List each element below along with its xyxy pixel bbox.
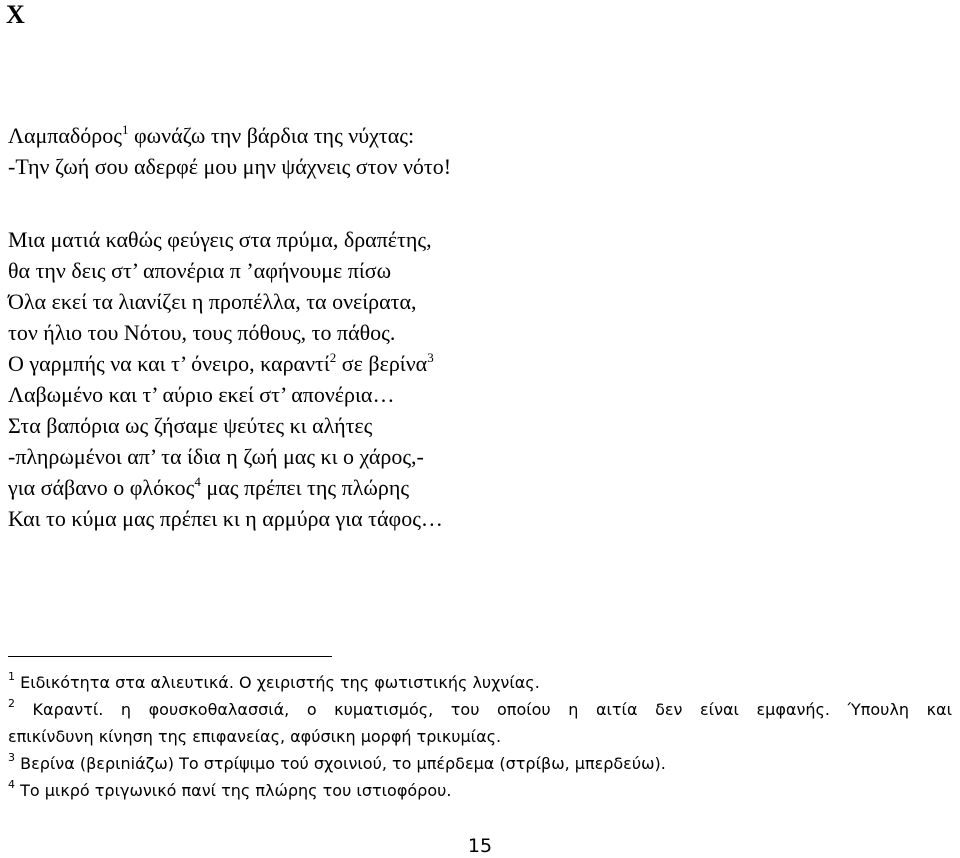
footnote-2-continued <box>8 723 952 750</box>
text: Και το κύμα μας πρέπει κι η αρμύρα για τάφος… <box>8 506 443 531</box>
footnote-text: Το μικρό τριγωνικό πανί της πλώρης του ιστιοφόρου. <box>15 781 452 800</box>
poem-line <box>8 472 948 503</box>
text: Όλα εκεί τα λιανίζει η προπέλλα, τα ονείρατα, <box>8 289 417 314</box>
poem-line <box>8 503 948 534</box>
text: Ο γαρμπής να και τ’ όνειρο, καραντί <box>8 351 330 376</box>
text: μας πρέπει της πλώρης <box>200 475 410 500</box>
footnotes <box>8 669 952 804</box>
text: τον ήλιο του Νότου, τους πόθους, το πάθος. <box>8 320 396 345</box>
text: φωνάζω την βάρδια της νύχτας: <box>128 123 415 148</box>
page-number: 15 <box>467 835 493 857</box>
poem-line <box>8 348 948 379</box>
text: θα την δεις στ’ απονέρια π ’αφήνουμε πίσω <box>8 258 392 283</box>
poem-line <box>8 255 948 286</box>
footnote-2 <box>8 696 952 723</box>
footnote-3 <box>8 750 952 777</box>
footnote-number: 3 <box>8 751 15 764</box>
poem-line <box>8 379 948 410</box>
footnote-text: επικίνδυνη κίνηση της επιφανείας, αφύσικη μορφή τρικυμίας. <box>8 727 502 746</box>
footnote-text: Καραντί. η φουσκοθαλασσιά, ο κυματισμός, του οποίου η αιτία δεν είναι εμφανής. Ύπουλη και <box>15 700 952 719</box>
poem-line <box>8 317 948 348</box>
text: -Την ζωή σου αδερφέ μου μην ψάχνεις στον νότο! <box>8 154 452 179</box>
footnote-ref: 3 <box>427 350 434 365</box>
text: Λαβωμένο και τ’ αύριο εκεί στ’ απονέρια… <box>8 382 395 407</box>
footnote-ref: 2 <box>329 350 337 365</box>
poem-line <box>8 151 948 182</box>
footnote-ref: 1 <box>121 122 129 137</box>
footnote-text: Βερίνα (βεριniάζω) Το στρίψιμο τού σχοινιού, το μπέρδεμα (στρίβω, μπερδεύω). <box>15 754 666 773</box>
footnote-number: 1 <box>8 670 15 683</box>
stanza-gap <box>8 182 948 224</box>
text: Λαμπαδόρος <box>8 123 122 148</box>
text: σε βερίνα <box>336 351 428 376</box>
footnote-text: Ειδικότητα στα αλιευτικά. Ο χειριστής της φωτιστικής λυχνίας. <box>15 673 540 692</box>
footnote-number: 2 <box>8 697 15 710</box>
text: Στα βαπόρια ως ζήσαμε ψεύτες κι αλήτες <box>8 413 373 438</box>
poem-line <box>8 441 948 472</box>
poem-line <box>8 286 948 317</box>
poem-line <box>8 224 948 255</box>
poem-line <box>8 410 948 441</box>
footnote-ref: 4 <box>194 474 201 489</box>
footnote-number: 4 <box>8 778 15 791</box>
footnote-4 <box>8 777 952 804</box>
text: Μια ματιά καθώς φεύγεις στα πρύμα, δραπέτης, <box>8 227 432 252</box>
poem <box>8 120 948 534</box>
section-heading: X <box>6 0 25 29</box>
poem-line <box>8 120 948 151</box>
footnote-1 <box>8 669 952 696</box>
text: για σάβανο ο φλόκος <box>8 475 195 500</box>
footnote-separator <box>8 656 332 657</box>
text: -πληρωμένοι απ’ τα ίδια η ζωή μας κι ο χάρος,- <box>8 444 424 469</box>
